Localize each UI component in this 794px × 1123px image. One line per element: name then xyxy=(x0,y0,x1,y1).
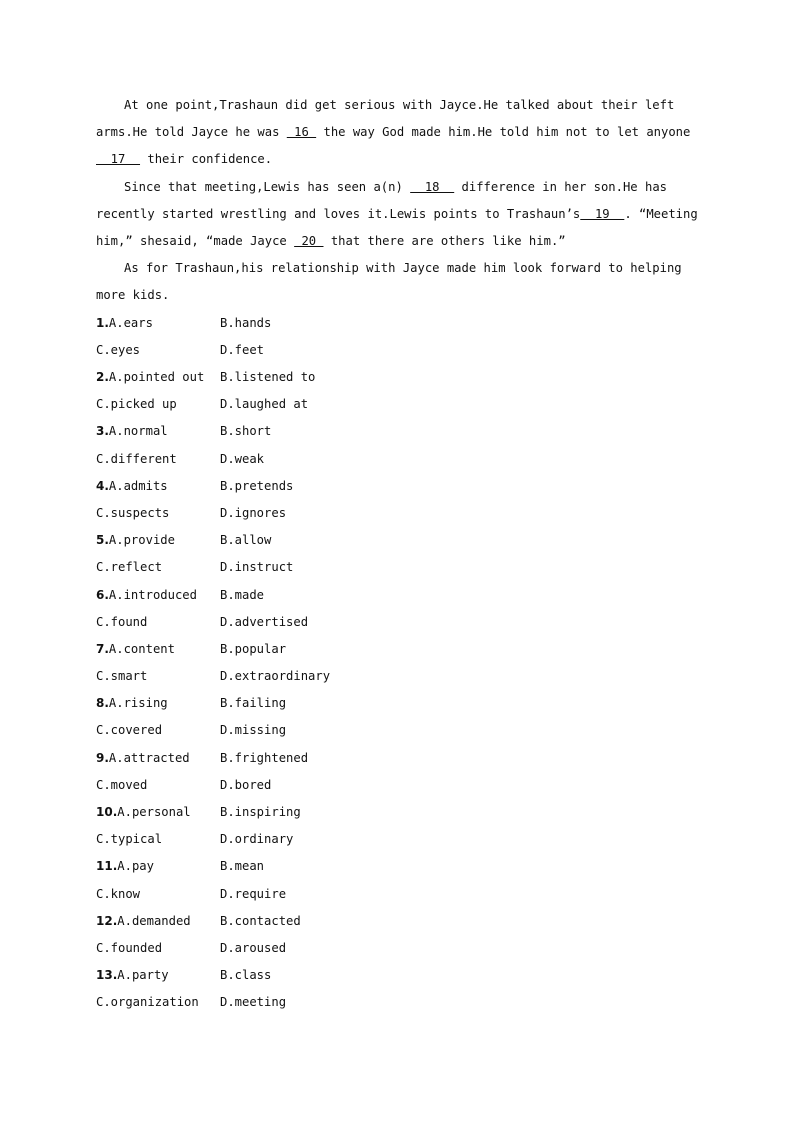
passage-text: Since that meeting,Lewis has seen a(n) xyxy=(124,179,411,194)
option-a-text: A.demanded xyxy=(117,913,191,928)
passage-paragraph-2 xyxy=(96,174,706,256)
option-a-text: A.rising xyxy=(108,696,168,711)
option-a xyxy=(96,908,191,935)
option-a xyxy=(96,473,168,500)
question-row xyxy=(96,310,706,337)
question-row xyxy=(96,745,706,772)
option-b: B.listened to xyxy=(220,370,316,384)
option-c: C.suspects xyxy=(96,505,170,520)
question-row xyxy=(96,418,706,445)
option-c: C.different xyxy=(96,451,177,466)
question-row xyxy=(96,799,706,826)
option-a-text: A.introduced xyxy=(108,587,197,602)
question-row xyxy=(96,500,706,527)
question-row xyxy=(96,582,706,609)
question-row xyxy=(96,609,706,636)
option-a-text: A.admits xyxy=(108,478,168,493)
question-number: 9. xyxy=(96,750,109,765)
passage-paragraph-1 xyxy=(96,92,706,174)
question-number: 5. xyxy=(96,533,109,548)
option-d: D.bored xyxy=(220,777,272,792)
option-a xyxy=(96,745,190,772)
question-number: 6. xyxy=(96,587,109,602)
option-b: B.allow xyxy=(220,533,272,548)
option-c: C.founded xyxy=(96,940,163,955)
option-b: B.short xyxy=(220,424,272,439)
blank-19: 19 xyxy=(580,206,625,221)
option-b: B.frightened xyxy=(220,750,309,765)
option-a xyxy=(96,962,169,989)
option-a xyxy=(96,310,153,337)
option-c: C.typical xyxy=(96,832,163,847)
question-number: 1. xyxy=(96,315,109,330)
question-row xyxy=(96,446,706,473)
option-a xyxy=(96,418,168,445)
passage-paragraph-3: As for Trashaun,his relationship with Jayce made him look forward to helping more kids. xyxy=(96,261,682,303)
question-number: 13. xyxy=(96,968,118,983)
question-row xyxy=(96,908,706,935)
question-row xyxy=(96,554,706,581)
passage-text: difference in her son.He has recently started wrestling and loves it.Lewis points to Trashaun’s xyxy=(96,179,667,221)
blank-16: 16 xyxy=(286,125,317,140)
option-b: B.popular xyxy=(220,641,287,656)
option-a xyxy=(96,853,154,880)
passage-text: . “Meeting him,” shesaid, “made Jayce xyxy=(96,206,698,249)
option-c: C.know xyxy=(96,886,141,901)
option-a-text: A.normal xyxy=(108,424,168,439)
blank-18: 18 xyxy=(410,179,455,194)
option-b: B.class xyxy=(220,968,272,983)
option-c: C.covered xyxy=(96,723,163,738)
option-a-text: A.attracted xyxy=(108,750,190,765)
question-row xyxy=(96,364,706,391)
option-a-text: A.personal xyxy=(117,805,191,819)
question-row xyxy=(96,690,706,717)
passage-text: their confidence. xyxy=(140,152,273,167)
passage-text: At one point,Trashaun did get serious with Jayce.He talked about their left arms.He told Jayce he was xyxy=(96,98,675,140)
option-d: D.aroused xyxy=(220,940,287,955)
question-number: 12. xyxy=(96,913,118,928)
option-d: D.advertised xyxy=(220,614,309,629)
option-d: D.require xyxy=(220,886,287,901)
option-d: D.feet xyxy=(220,342,265,357)
option-c: C.reflect xyxy=(96,560,163,575)
option-b: B.inspiring xyxy=(220,805,301,819)
question-row xyxy=(96,473,706,500)
question-row xyxy=(96,717,706,744)
question-row xyxy=(96,989,706,1016)
passage-text: the way God made him.He told him not to let anyone xyxy=(316,125,691,140)
question-row xyxy=(96,391,706,418)
option-a-text: A.pay xyxy=(117,859,154,874)
option-b: B.mean xyxy=(220,859,265,874)
option-c: C.picked up xyxy=(96,397,177,412)
option-a-text: A.pointed out xyxy=(108,370,205,384)
option-a xyxy=(96,799,191,826)
option-d: D.ignores xyxy=(220,505,287,520)
option-d: D.meeting xyxy=(220,995,287,1010)
document-page xyxy=(96,92,706,1017)
option-c: C.moved xyxy=(96,777,148,792)
option-d: D.laughed at xyxy=(220,397,309,412)
option-a xyxy=(96,690,168,717)
option-a-text: A.content xyxy=(108,641,175,656)
question-row xyxy=(96,826,706,853)
question-row xyxy=(96,337,706,364)
question-number: 10. xyxy=(96,805,118,819)
question-number: 11. xyxy=(96,859,118,874)
option-d: D.extraordinary xyxy=(220,669,331,684)
question-number: 4. xyxy=(96,478,109,493)
option-b: B.pretends xyxy=(220,478,294,493)
option-b: B.contacted xyxy=(220,913,301,928)
option-b: B.made xyxy=(220,587,265,602)
option-a xyxy=(96,582,197,609)
question-row xyxy=(96,527,706,554)
option-d: D.missing xyxy=(220,723,287,738)
question-row xyxy=(96,853,706,880)
option-c: C.eyes xyxy=(96,342,141,357)
option-a xyxy=(96,636,175,663)
question-row xyxy=(96,663,706,690)
question-number: 2. xyxy=(96,370,109,384)
passage-text: that there are others like him.” xyxy=(323,234,566,249)
blank-17: 17 xyxy=(96,152,141,167)
question-number: 7. xyxy=(96,641,109,656)
blank-20: 20 xyxy=(294,234,324,249)
question-row xyxy=(96,962,706,989)
question-row xyxy=(96,935,706,962)
option-b: B.failing xyxy=(220,696,287,711)
question-options xyxy=(96,310,706,1017)
question-row xyxy=(96,772,706,799)
question-number: 3. xyxy=(96,424,109,439)
option-d: D.ordinary xyxy=(220,832,294,847)
option-b: B.hands xyxy=(220,315,272,330)
question-number: 8. xyxy=(96,696,109,711)
question-row xyxy=(96,636,706,663)
option-c: C.smart xyxy=(96,669,148,684)
option-a xyxy=(96,364,204,391)
option-a-text: A.ears xyxy=(108,315,153,330)
option-a-text: A.provide xyxy=(108,533,175,548)
option-a xyxy=(96,527,175,554)
question-row xyxy=(96,881,706,908)
option-c: C.found xyxy=(96,614,148,629)
option-a-text: A.party xyxy=(117,968,169,983)
option-d: D.instruct xyxy=(220,560,294,575)
option-d: D.weak xyxy=(220,451,265,466)
option-c: C.organization xyxy=(96,995,199,1010)
